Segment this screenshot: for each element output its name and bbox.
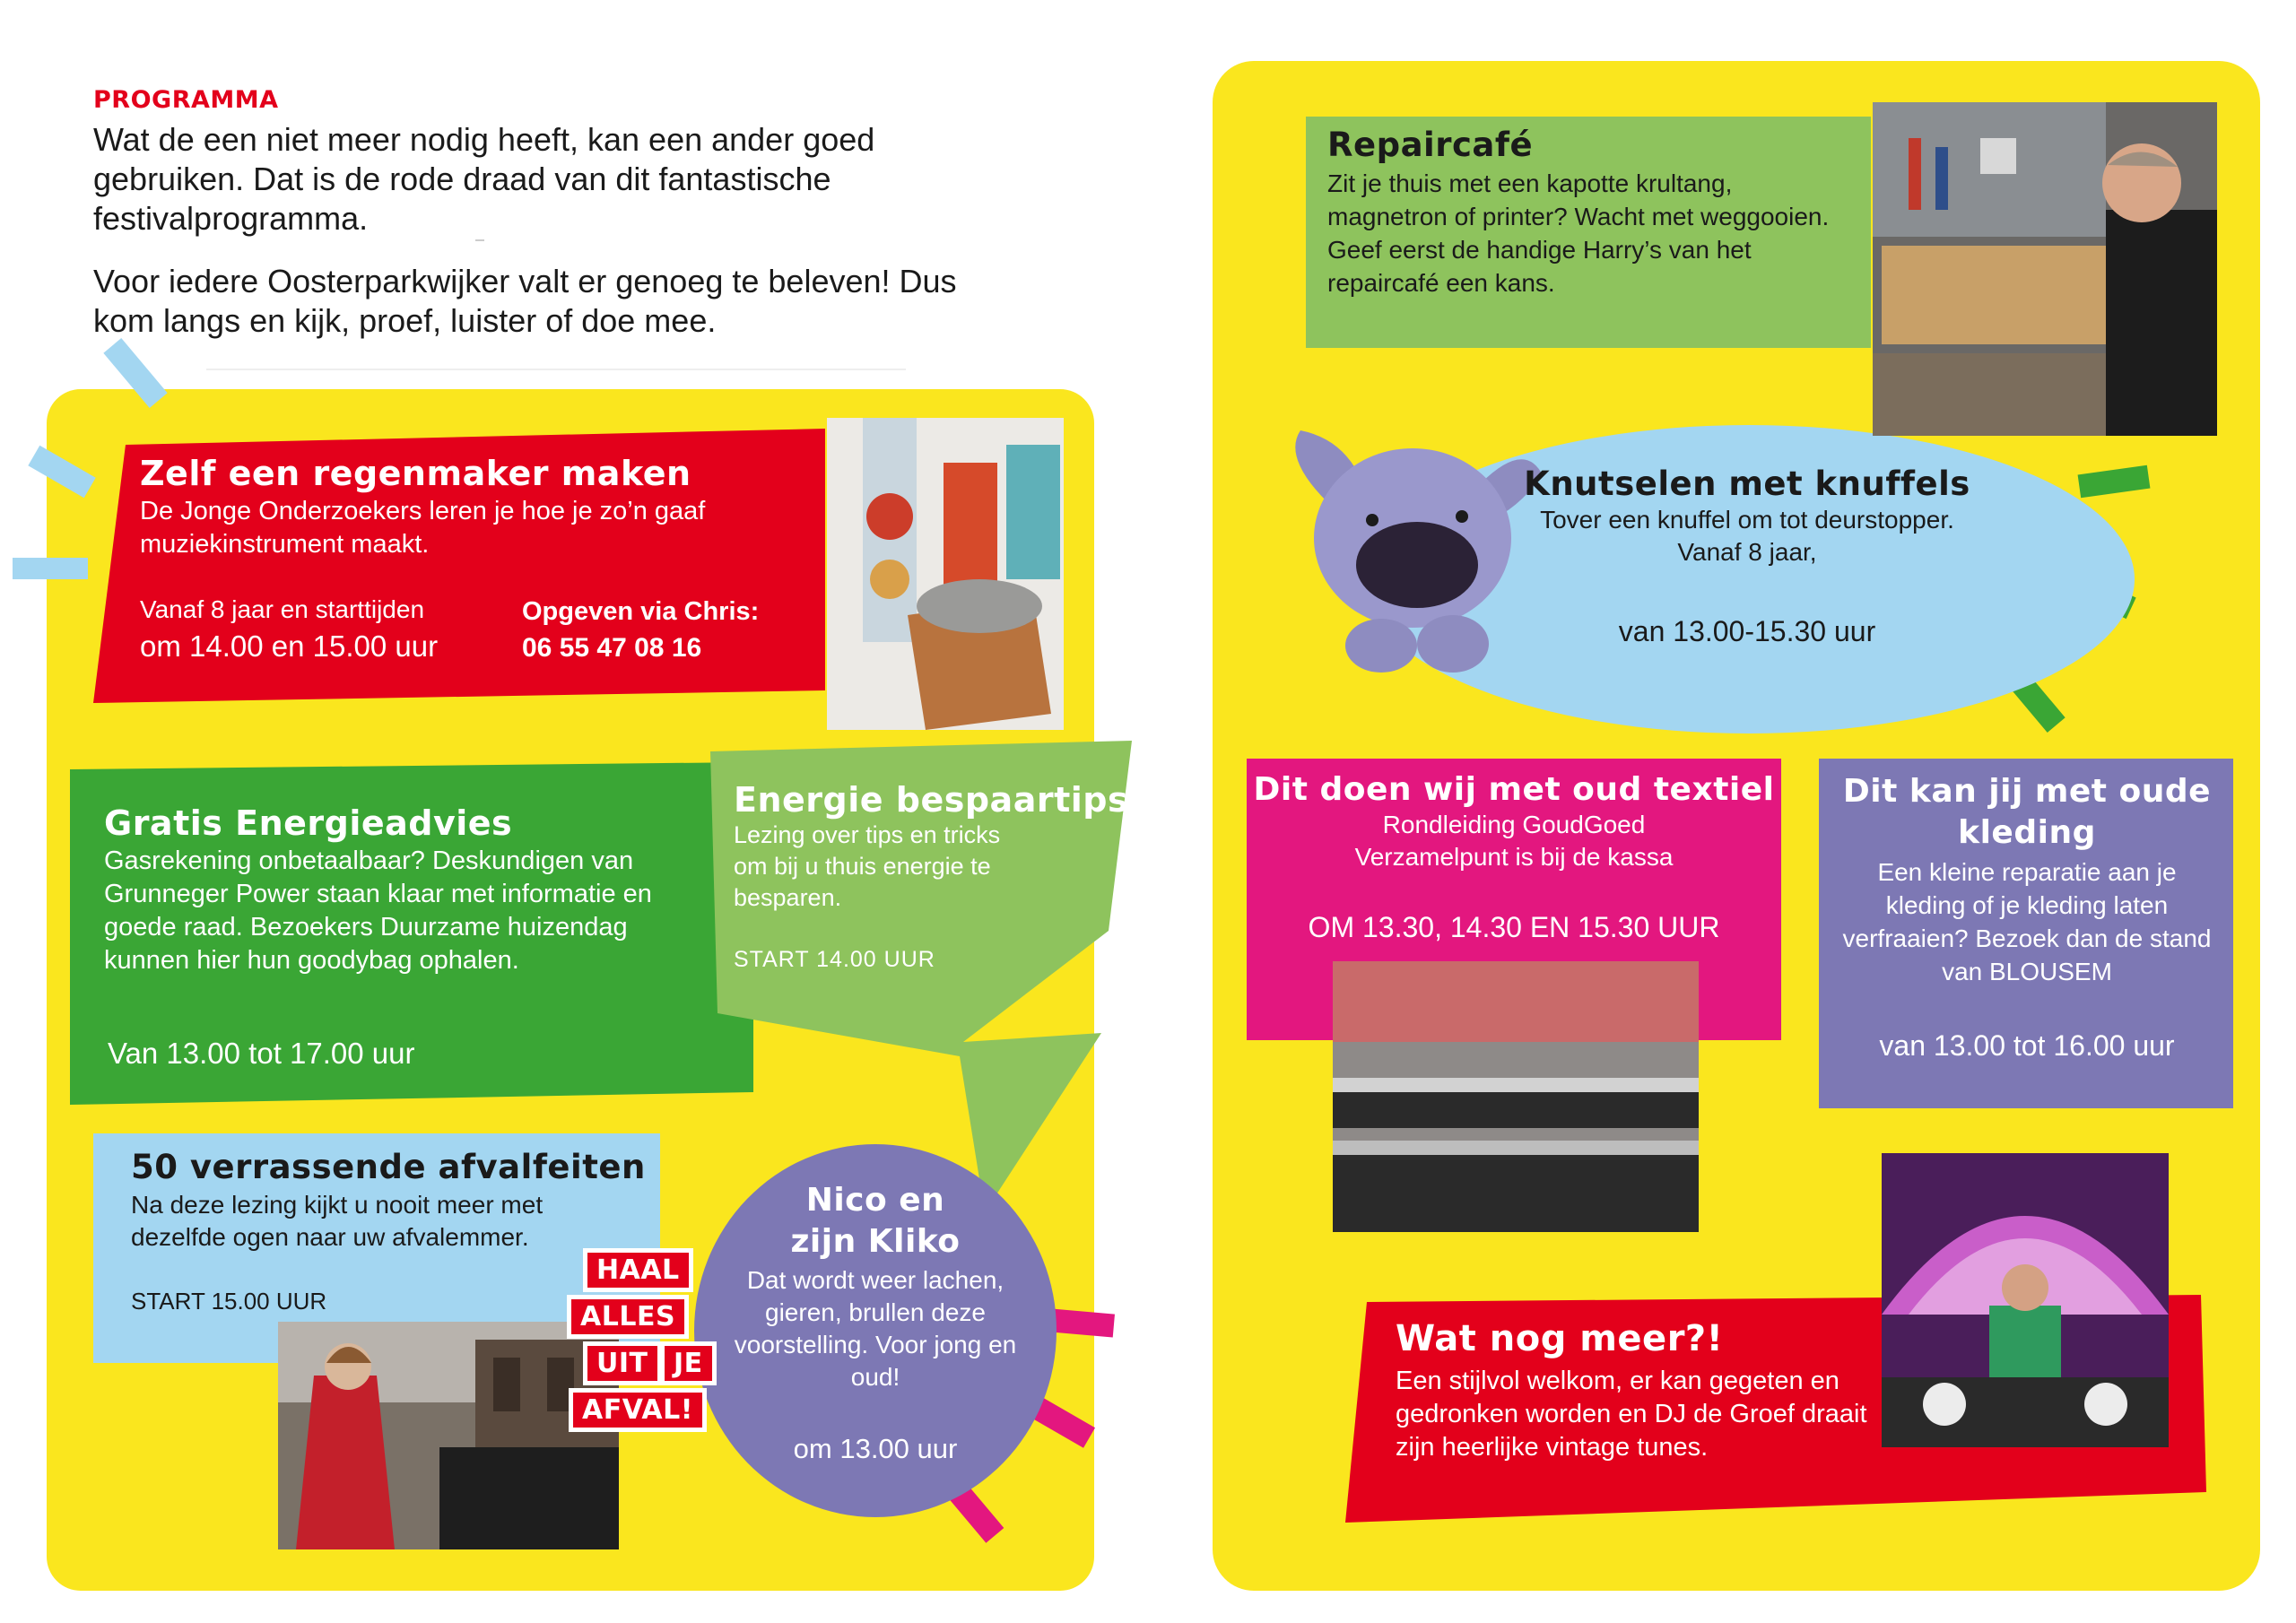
kleding-text: Een kleine reparatie aan je kleding of je kleding laten verfraaien? Bezoek dan de stand van BLOUSEM (1842, 858, 2212, 985)
regenmaker-title: Zelf een regenmaker maken (140, 454, 691, 493)
nico-time: om 13.00 uur (793, 1433, 958, 1464)
textiel-line-1: Rondleiding GoudGoed (1382, 811, 1646, 838)
repaircafe-photo (1873, 102, 2217, 436)
knuffels-title: Knutselen met knuffels (1524, 464, 1970, 503)
textiel-photo (1333, 961, 1699, 1232)
sticker-line-3b: JE (660, 1341, 717, 1385)
knuffels-line-2: Vanaf 8 jaar, (1677, 538, 1817, 566)
sticker-line-1: HAAL (583, 1248, 693, 1292)
regenmaker-age-1: Vanaf 8 jaar en starttijden (140, 595, 425, 623)
sticker-line-2: ALLES (567, 1295, 689, 1339)
kleding-title: Dit kan jij met oude kleding (1842, 773, 2212, 851)
intro-paragraph-2: Voor iedere Oosterparkwijker valt er genoeg te beleven! Dus kom langs en kijk, proef, luister of doe mee. (93, 263, 957, 339)
nico-title: Nico en zijn Kliko (790, 1182, 961, 1260)
afvalfeiten-text: Na deze lezing kijkt u nooit meer met dezelfde ogen naar uw afvalemmer. (131, 1191, 544, 1251)
textiel-title: Dit doen wij met oud textiel (1253, 771, 1775, 808)
meer-text: Een stijlvol welkom, er kan gegeten en gedronken worden en DJ de Groef draait zijn heerlijke vintage tunes. (1396, 1367, 1867, 1462)
repaircafe-title: Repaircafé (1327, 126, 1534, 164)
regenmaker-text: De Jonge Onderzoekers leren je hoe je zo’n gaaf muziekinstrument maakt. (140, 497, 706, 559)
bespaartips-time: START 14.00 UUR (734, 947, 935, 972)
textiel-time: OM 13.30, 14.30 EN 15.30 UUR (1308, 911, 1720, 943)
sticker-line-3a: UIT (583, 1341, 662, 1385)
sticker-line-4: AFVAL! (569, 1388, 707, 1432)
kleding-time: van 13.00 tot 16.00 uur (1879, 1029, 2175, 1062)
intro-paragraph-1: Wat de een niet meer nodig heeft, kan een ander goed gebruiken. Dat is de rode draad van dit fantastische festivalprogramma. (93, 121, 875, 237)
regenmaker-photo (827, 418, 1064, 730)
haal-alles-uit-je-afval-sticker (567, 1248, 728, 1436)
afvalfeiten-title: 50 verrassende afvalfeiten (131, 1148, 646, 1186)
knuffels-line-1: Tover een knuffel om tot deurstopper. (1540, 506, 1954, 534)
nico-text: Dat wordt weer lachen, gieren, brullen deze voorstelling. Voor jong en oud! (734, 1266, 1017, 1391)
programma-kicker: PROGRAMMA (93, 86, 279, 114)
bespaartips-text: Lezing over tips en tricks om bij u thuis energie te besparen. (734, 821, 1001, 911)
textiel-line-2: Verzamelpunt is bij de kassa (1354, 843, 1674, 871)
dj-photo (1882, 1153, 2169, 1447)
energieadvies-text: Gasrekening onbetaalbaar? Deskundigen van Grunneger Power staan klaar met informatie en goede raad. Bezoekers Duurzame huizendag kunnen hier hun goodybag ophalen. (104, 846, 652, 975)
regenmaker-age-2: om 14.00 en 15.00 uur (140, 629, 439, 663)
bespaartips-title: Energie bespaartips (734, 780, 1129, 820)
regenmaker-contact-1: Opgeven via Chris: (522, 597, 760, 626)
energieadvies-time: Van 13.00 tot 17.00 uur (108, 1037, 415, 1070)
afvalfeiten-time: START 15.00 UUR (131, 1288, 327, 1315)
regenmaker-contact-2: 06 55 47 08 16 (522, 633, 702, 663)
energieadvies-title: Gratis Energieadvies (104, 803, 513, 843)
repaircafe-text: Zit je thuis met een kapotte krultang, magnetron of printer? Wacht met weggooien. Geef eerst de handige Harry’s van het repaircafé een kans. (1327, 169, 1830, 297)
meer-title: Wat nog meer?! (1396, 1318, 1724, 1359)
knuffels-time: van 13.00-15.30 uur (1618, 615, 1876, 647)
